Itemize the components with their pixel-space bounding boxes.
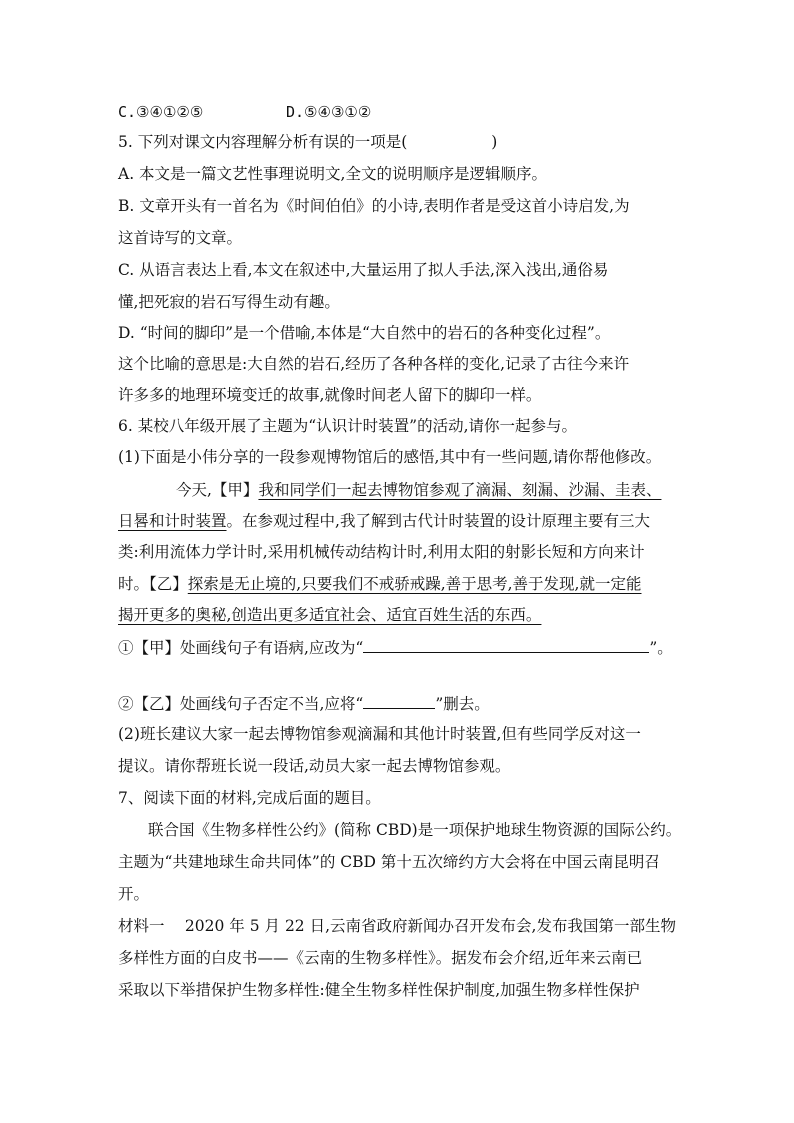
q6-sub2-close: ”删去。 <box>435 695 490 713</box>
q6-passage-line1 <box>176 479 661 501</box>
q7-material1-line1: 材料一 2020 年 5 月 22 日,云南省政府新闻办召开发布会,发布我国第一部生物 <box>118 917 676 935</box>
q5-option-d-line1: D. “时间的脚印”是一个借喻,本体是“大自然中的岩石的各种变化过程”。 <box>118 324 611 342</box>
q5-stem-close: ) <box>491 133 498 151</box>
q7-material1-line3: 采取以下举措保护生物多样性:健全生物多样性保护制度,加强生物多样性保护 <box>118 981 640 999</box>
q6-passage-line3: 类:利用流体力学计时,采用机械传动结构计时,利用太阳的射影长短和方向来计 <box>118 543 645 561</box>
q4-option-c: C.③④①②⑤ <box>118 103 204 121</box>
q6-sub2-answer-blank[interactable] <box>363 692 435 709</box>
q6-stem: 6. 某校八年级开展了主题为“认识计时装置”的活动,请你一起参与。 <box>118 417 577 435</box>
q4-options <box>118 101 203 123</box>
q6-passage-jia-marker: 今天,【甲】 <box>176 481 259 499</box>
q6-sub2-text: ②【乙】处画线句子否定不当,应将“ <box>118 695 364 713</box>
q6-part2-line1: (2)班长建议大家一起去博物馆参观滴漏和其他计时装置,但有些同学反对这一 <box>118 725 641 743</box>
q6-passage-yi-underlined-end: 揭开更多的奥秘,创造出更多适宜社会、适宜百姓生活的东西。 <box>118 606 542 624</box>
q6-sub1 <box>118 636 673 659</box>
q6-sub1-close: ”。 <box>649 639 673 657</box>
q5-option-d-line2: 这个比喻的意思是:大自然的岩石,经历了各种各样的变化,记录了古往今来许 <box>118 355 630 373</box>
q6-passage-jia-underlined: 我和同学们一起去博物馆参观了滴漏、刻漏、沙漏、圭表、 <box>258 481 662 499</box>
q6-sub1-text: ①【甲】处画线句子有语病,应改为“ <box>118 639 364 657</box>
q6-sub2 <box>118 692 490 715</box>
q4-option-d: D.⑤④③①② <box>286 103 372 121</box>
q5-stem <box>118 131 497 153</box>
q6-sub1-answer-blank[interactable] <box>363 636 649 653</box>
q6-passage-text: 。在参观过程中,我了解到古代计时装置的设计原理主要有三大 <box>226 512 650 530</box>
q7-intro-line2: 主题为“共建地球生命共同体”的 CBD 第十五次缔约方大会将在中国云南昆明召 <box>118 853 660 871</box>
q5-option-b-line1: B. 文章开头有一首名为《时间伯伯》的小诗,表明作者是受这首小诗启发,为 <box>118 197 630 215</box>
q5-stem-text: 5. 下列对课文内容理解分析有误的一项是( <box>118 133 408 151</box>
q7-intro-line1: 联合国《生物多样性公约》(简称 CBD)是一项保护地球生物资源的国际公约。 <box>148 821 682 839</box>
q5-option-b-line2: 这首诗写的文章。 <box>118 229 243 247</box>
q6-part1-intro: (1)下面是小伟分享的一段参观博物馆后的感悟,其中有一些问题,请你帮他修改。 <box>118 448 662 466</box>
q5-option-a: A. 本文是一篇文艺性事理说明文,全文的说明顺序是逻辑顺序。 <box>118 165 547 183</box>
q6-passage-line2 <box>118 510 650 532</box>
q6-passage-line5 <box>118 604 541 626</box>
q6-part2-line2: 提议。请你帮班长说一段话,动员大家一起去博物馆参观。 <box>118 757 511 775</box>
q7-intro-line3: 开。 <box>118 885 150 903</box>
q7-stem: 7、阅读下面的材料,完成后面的题目。 <box>118 789 381 807</box>
q6-passage-yi-underlined: 探索是无止境的,只要我们不戒骄戒躁,善于思考,善于发现,就一定能 <box>187 575 642 593</box>
q6-passage-jia-underlined-end: 日晷和计时装置 <box>118 512 227 530</box>
q6-passage-yi-marker: 时。【乙】 <box>118 575 188 593</box>
q6-passage-line4 <box>118 573 641 595</box>
q7-material1-line2: 多样性方面的白皮书——《云南的生物多样性》。据发布会介绍,近年来云南已 <box>118 949 643 967</box>
q5-option-d-line3: 许多多的地理环境变迁的故事,就像时间老人留下的脚印一样。 <box>118 386 542 404</box>
q5-option-c-line1: C. 从语言表达上看,本文在叙述中,大量运用了拟人手法,深入浅出,通俗易 <box>118 261 609 279</box>
q5-option-c-line2: 懂,把死寂的岩石写得生动有趣。 <box>118 293 340 311</box>
